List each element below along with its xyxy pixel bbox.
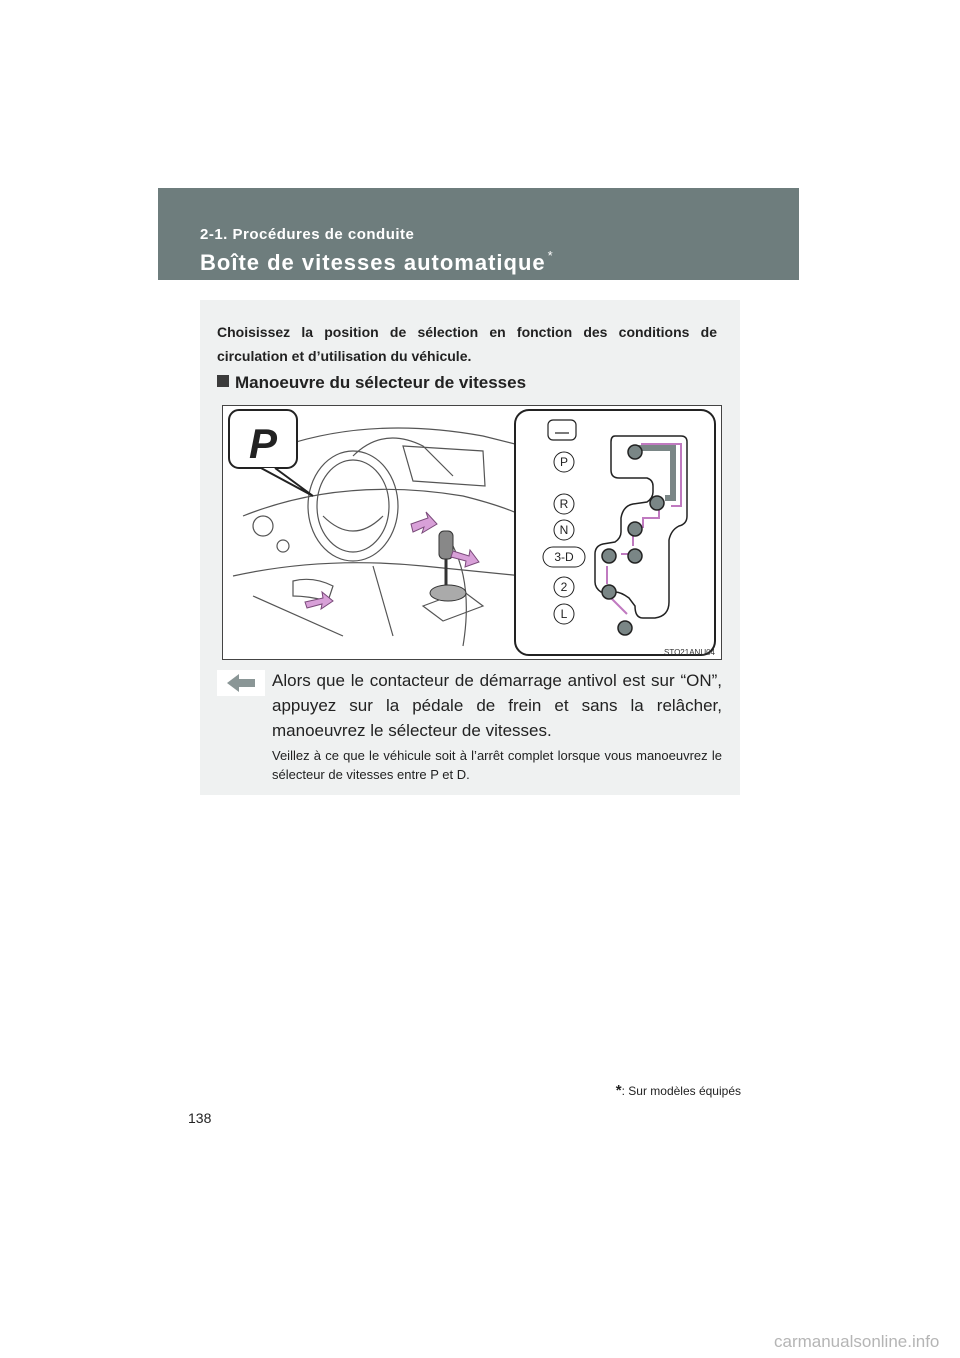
footnote-text: : Sur modèles équipés: [621, 1084, 741, 1098]
page-header: [158, 188, 799, 280]
gate-stop-p: [628, 445, 642, 459]
display-indicator: P: [248, 420, 278, 467]
gate-stop-l: [618, 621, 632, 635]
footnote: [616, 1082, 741, 1099]
gate-stop-2: [602, 585, 616, 599]
display-callout: [229, 410, 313, 496]
gear-label-2: 2: [560, 580, 568, 594]
note-text: Veillez à ce que le véhicule soit à l’arrêt complet lorsque vous manoeuvrez le sélecteur de vitesses entre P et D.: [272, 748, 722, 782]
gear-label-l: L: [560, 607, 568, 621]
gear-gate-panel: [515, 410, 715, 655]
square-bullet-icon: [217, 375, 229, 387]
page-number: 138: [188, 1110, 212, 1126]
gate-stop-3: [628, 549, 642, 563]
gear-label-r: R: [559, 497, 569, 511]
gate-stop-d: [602, 549, 616, 563]
subsection-title: Manoeuvre du sélecteur de vitesses: [235, 373, 527, 392]
gate-stop-n: [628, 522, 642, 536]
intro-text: Choisissez la position de sélection en fonction des conditions de circulation et d’utilisation du véhicule.: [217, 324, 717, 364]
gear-label-p: P: [559, 455, 569, 469]
asterisk-icon: *: [615, 1082, 622, 1099]
figure-code: STO21ANU04: [664, 648, 715, 657]
section-label: 2-1. Procédures de conduite: [200, 226, 415, 243]
gear-label-n: N: [559, 523, 569, 537]
figure-illustration: [223, 406, 721, 659]
left-arrow-icon: [217, 670, 265, 696]
watermark: carmanualsonline.info: [774, 1332, 940, 1351]
instruction-text: Alors que le contacteur de démarrage antivol est sur “ON”, appuyez sur la pédale de frein et sans la relâcher, manoeuvrez le sélecteur de vitesses.: [272, 671, 722, 740]
subsection-heading: [217, 373, 526, 393]
shift-lever-figure: [222, 405, 722, 660]
gear-label-3d: 3-D: [554, 550, 574, 564]
content-box: [200, 300, 740, 795]
gate-stop-r: [650, 496, 664, 510]
title-asterisk: *: [547, 248, 554, 263]
step-arrow: [217, 670, 265, 696]
page-title: [200, 248, 554, 276]
page-title-text: Boîte de vitesses automatique: [200, 250, 546, 275]
